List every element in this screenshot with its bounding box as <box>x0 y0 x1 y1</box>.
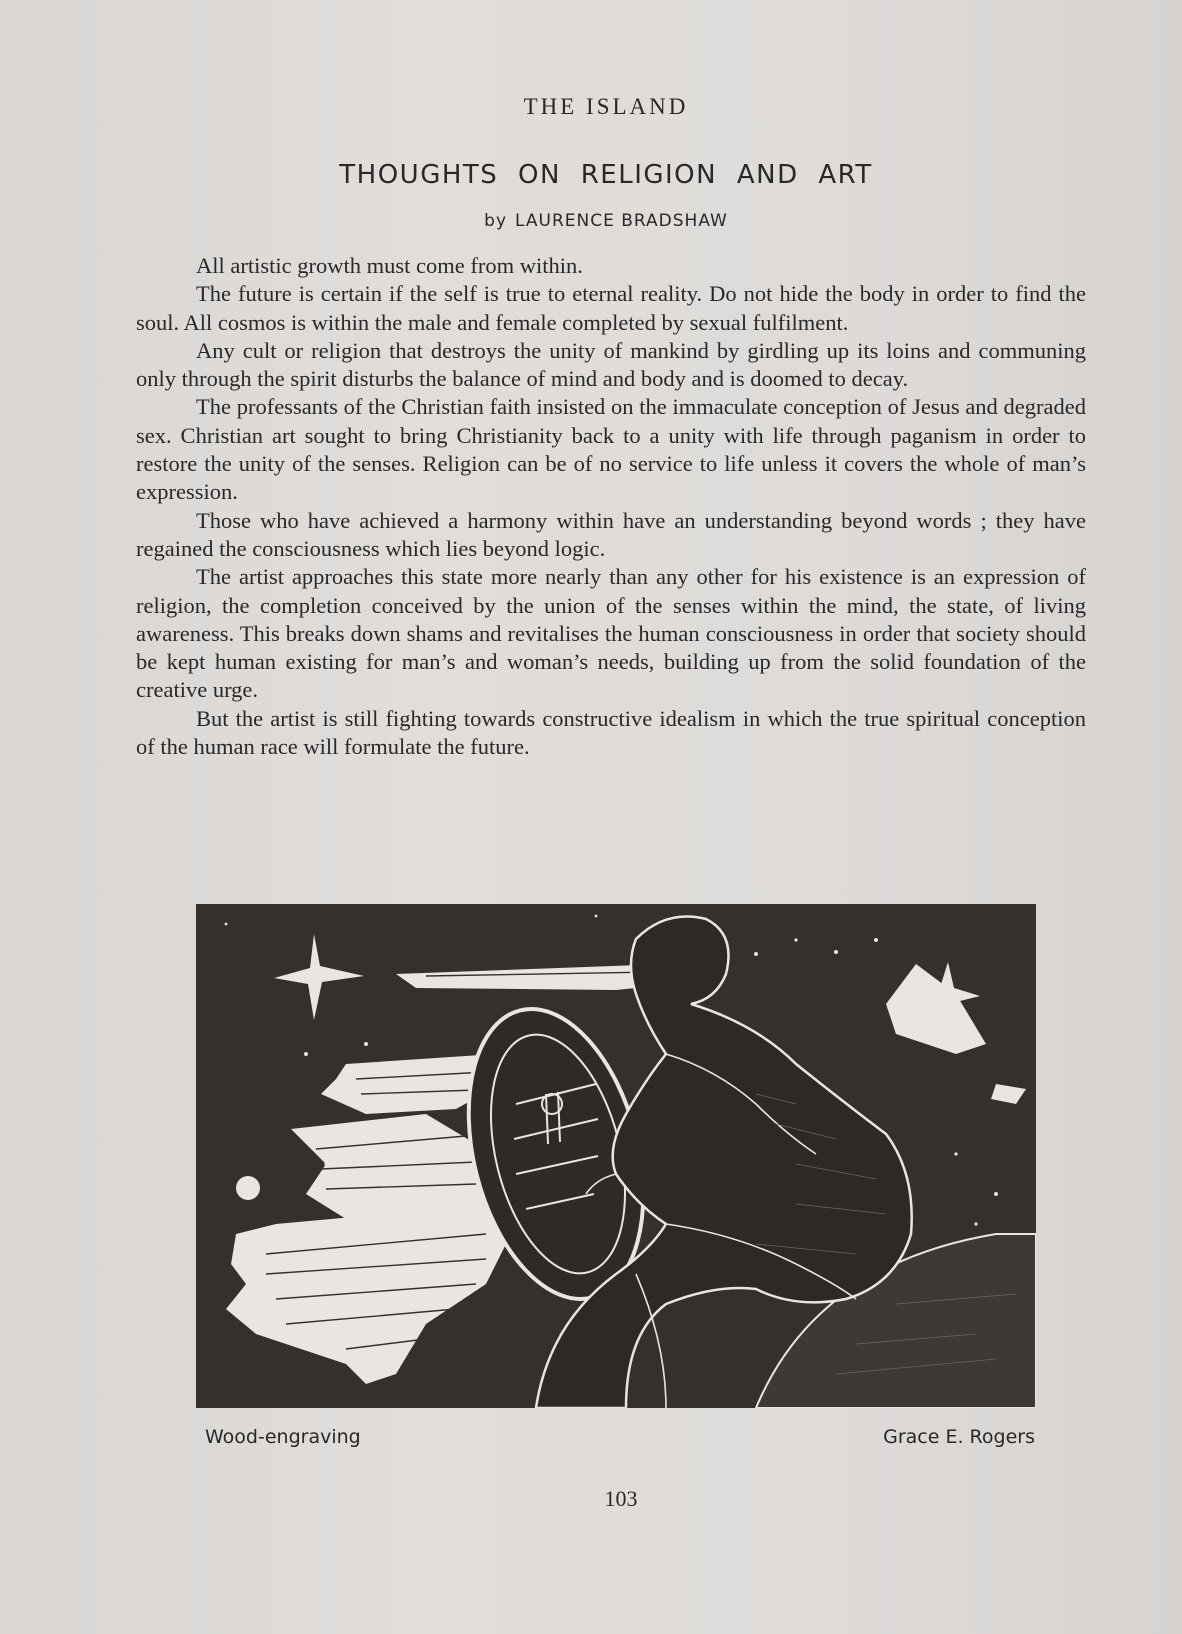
caption-artist: Grace E. Rogers <box>883 1426 1035 1448</box>
paragraph: The professants of the Christian faith insisted on the immaculate conception of Jesus and degraded sex. Christian art sought to bring Christianity back to a unity with life through paganism in order to restore the unity of the senses. Religion can be of no service to life unless it covers the whole of man’s expression. <box>136 394 1086 505</box>
engraving-artwork <box>196 904 1036 1408</box>
wood-engraving-illustration <box>196 904 1036 1408</box>
paragraph: But the artist is still fighting towards constructive idealism in which the true spiritual conception of the human race will formulate the future. <box>136 705 1086 760</box>
article-title: THOUGHTS ON RELIGION AND ART <box>339 160 873 190</box>
paragraph: All artistic growth must come from within. <box>196 253 583 278</box>
paragraph: The future is certain if the self is true to eternal reality. Do not hide the body in order to find the soul. All cosmos is within the male and female completed by sexual fulfilment. <box>136 281 1086 335</box>
paragraph: Those who have achieved a harmony within have an understanding beyond words ; they have regained the consciousness which lies beyond logic. <box>136 507 1086 561</box>
byline <box>0 211 1182 231</box>
paragraph: The artist approaches this state more nearly than any other for his existence is an expression of religion, the completion conceived by the union of the senses within the mind, the state, of living awareness. This breaks down shams and revitalises the human consciousness in order that society should be kept human existing for man’s and woman’s needs, building up from the solid foundation of the creative urge. <box>136 564 1086 703</box>
page-number: 103 <box>604 1486 638 1511</box>
byline-prefix: by <box>484 211 508 231</box>
article-body <box>136 252 1086 761</box>
running-head: THE ISLAND <box>523 94 689 119</box>
author-name: LAURENCE BRADSHAW <box>515 211 728 231</box>
paragraph: Any cult or religion that destroys the unity of mankind by girdling up its loins and communing only through the spirit disturbs the balance of mind and body and is doomed to decay. <box>136 337 1086 392</box>
caption-medium: Wood-engraving <box>205 1426 361 1448</box>
